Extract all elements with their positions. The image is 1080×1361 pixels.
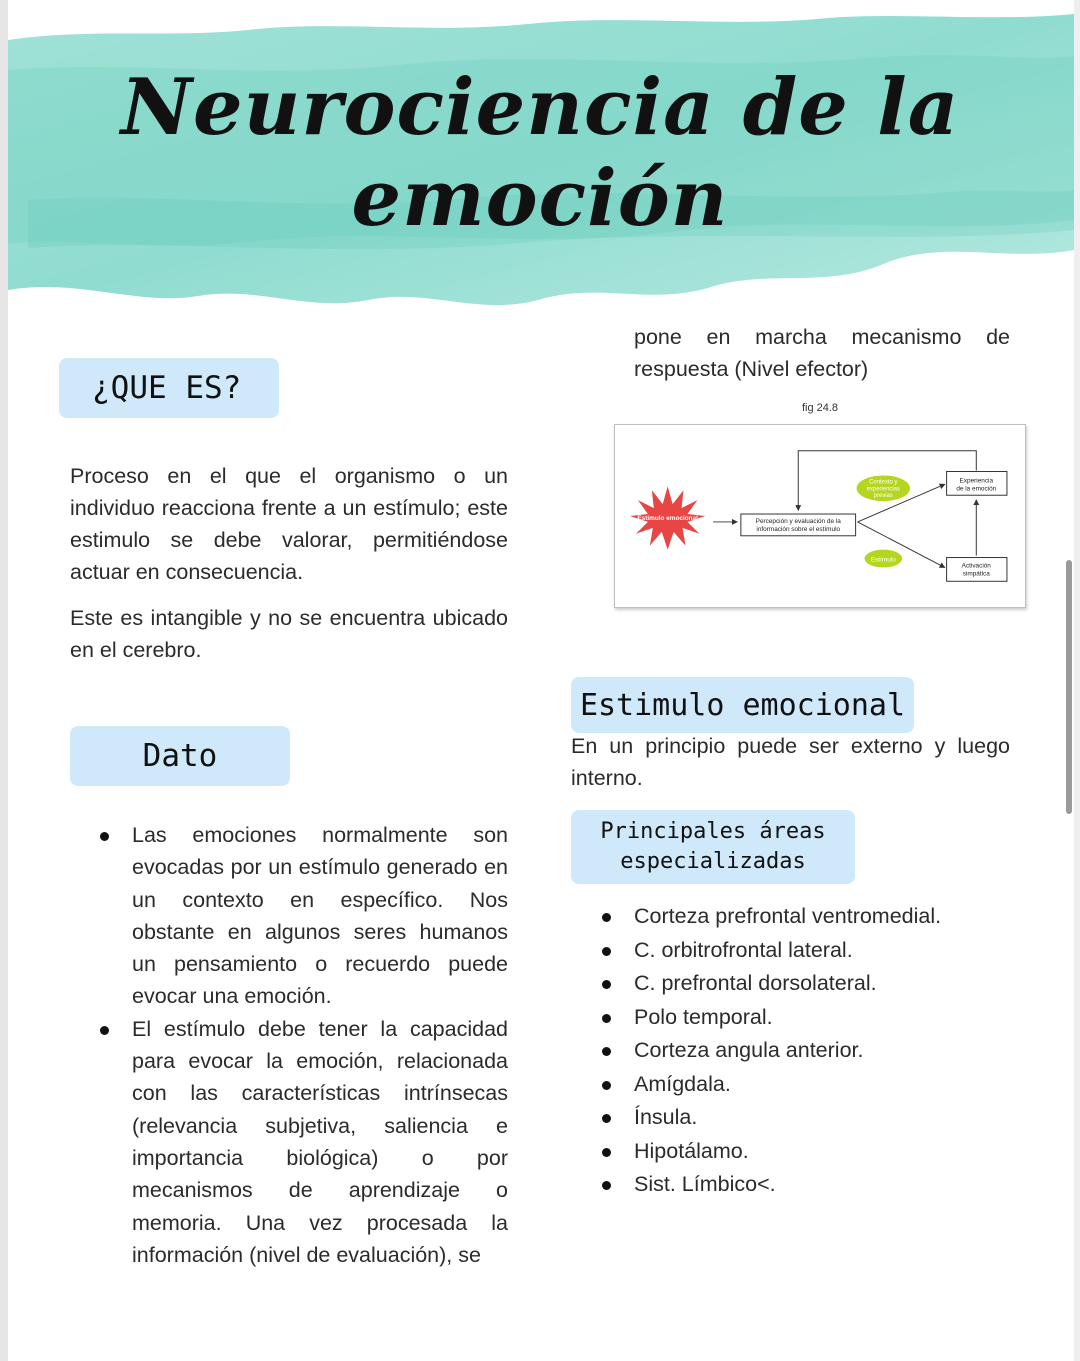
estimulo-text: En un principio puede ser externo y luego interno. xyxy=(571,734,1010,790)
contexto-label-3: previas xyxy=(873,493,893,500)
estimulo-emocional-label: Estímulo emocional xyxy=(637,514,698,522)
emotion-process-diagram xyxy=(614,424,1026,608)
estimulo-label: Estímulo xyxy=(870,556,896,564)
list-item: El estímulo debe tener la capacidad para evocar la emoción, relacionada con las características intrínsecas (relevancia subjetiva, saliencia e importancia biológica) o por mecanismos de aprendizaje o memoria. Una vez procesada la información (nivel de evaluación), se xyxy=(100,1013,508,1271)
dato-list xyxy=(100,819,508,1271)
list-item: Amígdala. xyxy=(602,1068,941,1102)
list-item: Corteza prefrontal ventromedial. xyxy=(602,900,941,934)
page-title: Neurociencia de la emoción xyxy=(120,62,960,244)
list-item: Sist. Límbico<. xyxy=(602,1168,941,1202)
list-item: Las emociones normalmente son evocadas por un estímulo generado en un contexto en específico. Nos obstante en algunos seres humanos un pensamiento o recuerdo puede evocar una emoción. xyxy=(100,819,508,1013)
activacion-label-2: simpática xyxy=(962,570,990,578)
list-item: C. orbitrofrontal lateral. xyxy=(602,934,941,968)
que-es-paragraph-2: Este es intangible y no se encuentra ubicado en el cerebro. xyxy=(70,606,508,662)
list-item: Hipotálamo. xyxy=(602,1135,941,1169)
areas-list xyxy=(602,900,941,1202)
contexto-label-1: Contexto y xyxy=(869,479,898,486)
list-item: Corteza angula anterior. xyxy=(602,1034,941,1068)
percepcion-label-2: información sobre el estímulo xyxy=(756,525,841,533)
areas-heading-line-2: especializadas xyxy=(620,849,806,874)
figure-caption: fig 24.8 xyxy=(801,402,839,414)
dato-heading: Dato xyxy=(70,726,290,786)
experiencia-label-1: Experiencia xyxy=(959,477,994,485)
activacion-label-1: Activación xyxy=(961,562,991,570)
contexto-label-2: experiencias xyxy=(866,486,900,493)
scrollbar[interactable] xyxy=(1066,560,1072,814)
list-item: Polo temporal. xyxy=(602,1001,941,1035)
que-es-paragraph-1: Proceso en el que el organismo o un individuo reacciona frente a un estímulo; este estimulo se debe valorar, permitiéndose actuar en consecuencia. xyxy=(70,464,508,584)
continuation-text: pone en marcha mecanismo de respuesta (Nivel efector) xyxy=(634,325,1010,381)
estimulo-emocional-heading: Estimulo emocional xyxy=(571,677,914,733)
list-item: Ínsula. xyxy=(602,1101,941,1135)
que-es-heading: ¿QUE ES? xyxy=(59,358,279,418)
areas-heading xyxy=(571,810,855,884)
experiencia-label-2: de la emoción xyxy=(956,485,997,493)
percepcion-label-1: Percepción y evaluación de la xyxy=(755,517,841,525)
list-item: C. prefrontal dorsolateral. xyxy=(602,967,941,1001)
areas-heading-line-1: Principales áreas xyxy=(600,819,826,844)
